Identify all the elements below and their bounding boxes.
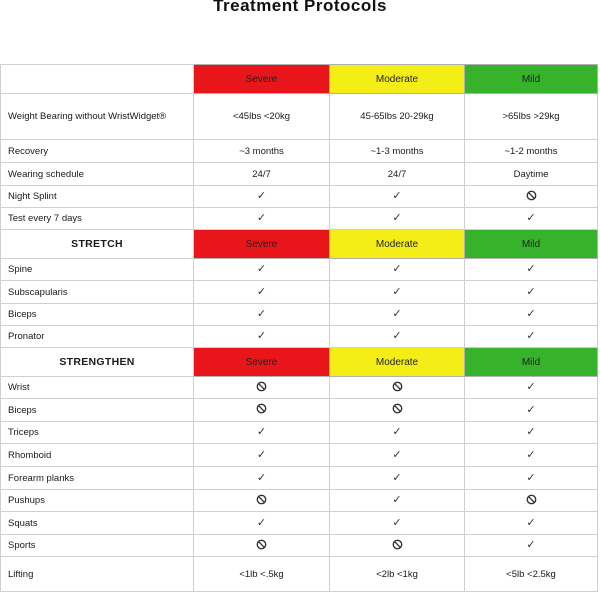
no-cell-mild — [465, 186, 598, 208]
check-icon: ✓ — [526, 381, 536, 393]
row-label: Night Splint — [1, 186, 194, 208]
check-cell-severe — [194, 304, 330, 326]
check-icon: ✓ — [526, 448, 536, 461]
check-icon: ✓ — [256, 308, 267, 320]
no-cell-severe — [194, 535, 330, 557]
check-icon: ✓ — [256, 448, 267, 461]
no-cell-moderate — [330, 535, 465, 557]
header-mild: Mild — [465, 230, 598, 259]
check-cell-mild — [465, 208, 598, 230]
check-cell-severe — [194, 512, 330, 535]
value-cell-severe: ~3 months — [194, 140, 330, 163]
row-label: Spine — [1, 259, 194, 281]
no-icon — [256, 494, 267, 508]
check-cell-mild — [465, 399, 598, 422]
check-cell-moderate — [330, 490, 465, 512]
check-cell-severe — [194, 444, 330, 467]
row-label: Sports — [1, 535, 194, 557]
check-cell-mild — [465, 377, 598, 399]
header-severe: Severe — [194, 230, 330, 259]
check-icon: ✓ — [256, 263, 267, 275]
check-icon: ✓ — [256, 426, 267, 438]
row-label: Test every 7 days — [1, 208, 194, 230]
row-label: Weight Bearing without WristWidget® — [1, 94, 194, 140]
check-cell-moderate — [330, 467, 465, 490]
table-row — [1, 94, 598, 140]
table-row — [1, 444, 598, 467]
value-cell-moderate: <2lb <1kg — [330, 557, 465, 592]
no-icon — [256, 381, 267, 395]
check-cell-moderate — [330, 259, 465, 281]
check-icon: ✓ — [526, 330, 536, 342]
no-icon — [526, 190, 537, 204]
section-header-row — [1, 348, 598, 377]
row-label: Recovery — [1, 140, 194, 163]
check-cell-severe — [194, 467, 330, 490]
check-cell-moderate — [330, 444, 465, 467]
no-icon — [392, 403, 403, 417]
check-cell-severe — [194, 422, 330, 444]
check-cell-severe — [194, 326, 330, 348]
header-severe: Severe — [194, 348, 330, 377]
check-cell-severe — [194, 208, 330, 230]
table-row — [1, 377, 598, 399]
table-row — [1, 512, 598, 535]
table-row — [1, 535, 598, 557]
row-label: Forearm planks — [1, 467, 194, 490]
section-heading: STRENGTHEN — [1, 348, 194, 377]
check-icon: ✓ — [256, 516, 267, 529]
table-row — [1, 186, 598, 208]
no-cell-severe — [194, 377, 330, 399]
check-icon: ✓ — [392, 263, 402, 275]
header-moderate: Moderate — [330, 65, 465, 94]
check-icon: ✓ — [526, 263, 536, 275]
table-row — [1, 140, 598, 163]
value-cell-moderate: 45-65lbs 20-29kg — [330, 94, 465, 140]
check-icon: ✓ — [392, 308, 402, 320]
check-icon: ✓ — [392, 494, 402, 506]
check-cell-mild — [465, 444, 598, 467]
check-cell-mild — [465, 281, 598, 304]
row-label: Squats — [1, 512, 194, 535]
value-cell-moderate: 24/7 — [330, 163, 465, 186]
header-moderate: Moderate — [330, 230, 465, 259]
section-header-row — [1, 65, 598, 94]
page-title: Treatment Protocols — [213, 0, 387, 15]
check-icon: ✓ — [392, 448, 402, 461]
check-cell-severe — [194, 186, 330, 208]
table-row — [1, 490, 598, 512]
value-cell-mild: ~1-2 months — [465, 140, 598, 163]
row-label: Triceps — [1, 422, 194, 444]
check-icon: ✓ — [526, 426, 536, 438]
check-icon: ✓ — [526, 212, 536, 224]
value-cell-mild: <5lb <2.5kg — [465, 557, 598, 592]
no-cell-severe — [194, 490, 330, 512]
check-icon: ✓ — [526, 285, 536, 298]
no-cell-mild — [465, 490, 598, 512]
table-row — [1, 208, 598, 230]
no-icon — [256, 539, 267, 553]
no-cell-moderate — [330, 399, 465, 422]
check-icon: ✓ — [392, 212, 402, 224]
row-label: Pushups — [1, 490, 194, 512]
value-cell-mild: Daytime — [465, 163, 598, 186]
section-heading: STRETCH — [1, 230, 194, 259]
value-cell-severe: <1lb <.5kg — [194, 557, 330, 592]
check-cell-mild — [465, 512, 598, 535]
protocol-table — [0, 64, 598, 592]
no-cell-moderate — [330, 377, 465, 399]
no-cell-severe — [194, 399, 330, 422]
row-label: Rhomboid — [1, 444, 194, 467]
check-cell-mild — [465, 467, 598, 490]
check-icon: ✓ — [526, 308, 536, 320]
table-row — [1, 422, 598, 444]
check-icon: ✓ — [392, 516, 402, 529]
header-mild: Mild — [465, 348, 598, 377]
row-label: Wrist — [1, 377, 194, 399]
check-cell-mild — [465, 535, 598, 557]
check-icon: ✓ — [256, 190, 267, 202]
table-row — [1, 281, 598, 304]
no-icon — [256, 403, 267, 417]
check-icon: ✓ — [256, 471, 267, 484]
table-row — [1, 326, 598, 348]
table-row — [1, 557, 598, 592]
check-icon: ✓ — [526, 516, 536, 529]
value-cell-mild: >65lbs >29kg — [465, 94, 598, 140]
no-icon — [392, 381, 403, 395]
check-cell-mild — [465, 304, 598, 326]
check-icon: ✓ — [392, 330, 402, 342]
check-cell-moderate — [330, 186, 465, 208]
check-cell-severe — [194, 281, 330, 304]
section-heading — [1, 65, 194, 94]
no-icon — [526, 494, 537, 508]
row-label: Wearing schedule — [1, 163, 194, 186]
table-row — [1, 399, 598, 422]
header-mild: Mild — [465, 65, 598, 94]
table-row — [1, 467, 598, 490]
section-header-row — [1, 230, 598, 259]
check-icon: ✓ — [526, 539, 536, 551]
row-label: Lifting — [1, 557, 194, 592]
table-row — [1, 304, 598, 326]
check-cell-moderate — [330, 326, 465, 348]
check-icon: ✓ — [392, 285, 402, 298]
table-row — [1, 163, 598, 186]
value-cell-severe: 24/7 — [194, 163, 330, 186]
check-cell-moderate — [330, 512, 465, 535]
no-icon — [392, 539, 403, 553]
check-icon: ✓ — [392, 426, 402, 438]
check-icon: ✓ — [392, 190, 402, 202]
check-icon: ✓ — [256, 285, 267, 298]
check-cell-mild — [465, 259, 598, 281]
check-cell-moderate — [330, 208, 465, 230]
header-severe: Severe — [194, 65, 330, 94]
table-row — [1, 259, 598, 281]
check-icon: ✓ — [392, 471, 402, 484]
check-icon: ✓ — [256, 330, 267, 342]
value-cell-moderate: ~1-3 months — [330, 140, 465, 163]
check-cell-moderate — [330, 304, 465, 326]
check-cell-moderate — [330, 422, 465, 444]
row-label: Subscapularis — [1, 281, 194, 304]
row-label: Biceps — [1, 304, 194, 326]
row-label: Biceps — [1, 399, 194, 422]
row-label: Pronator — [1, 326, 194, 348]
check-icon: ✓ — [256, 212, 267, 224]
check-cell-severe — [194, 259, 330, 281]
header-moderate: Moderate — [330, 348, 465, 377]
value-cell-severe: <45lbs <20kg — [194, 94, 330, 140]
check-cell-mild — [465, 326, 598, 348]
check-cell-mild — [465, 422, 598, 444]
check-icon: ✓ — [526, 403, 536, 416]
check-cell-moderate — [330, 281, 465, 304]
check-icon: ✓ — [526, 471, 536, 484]
